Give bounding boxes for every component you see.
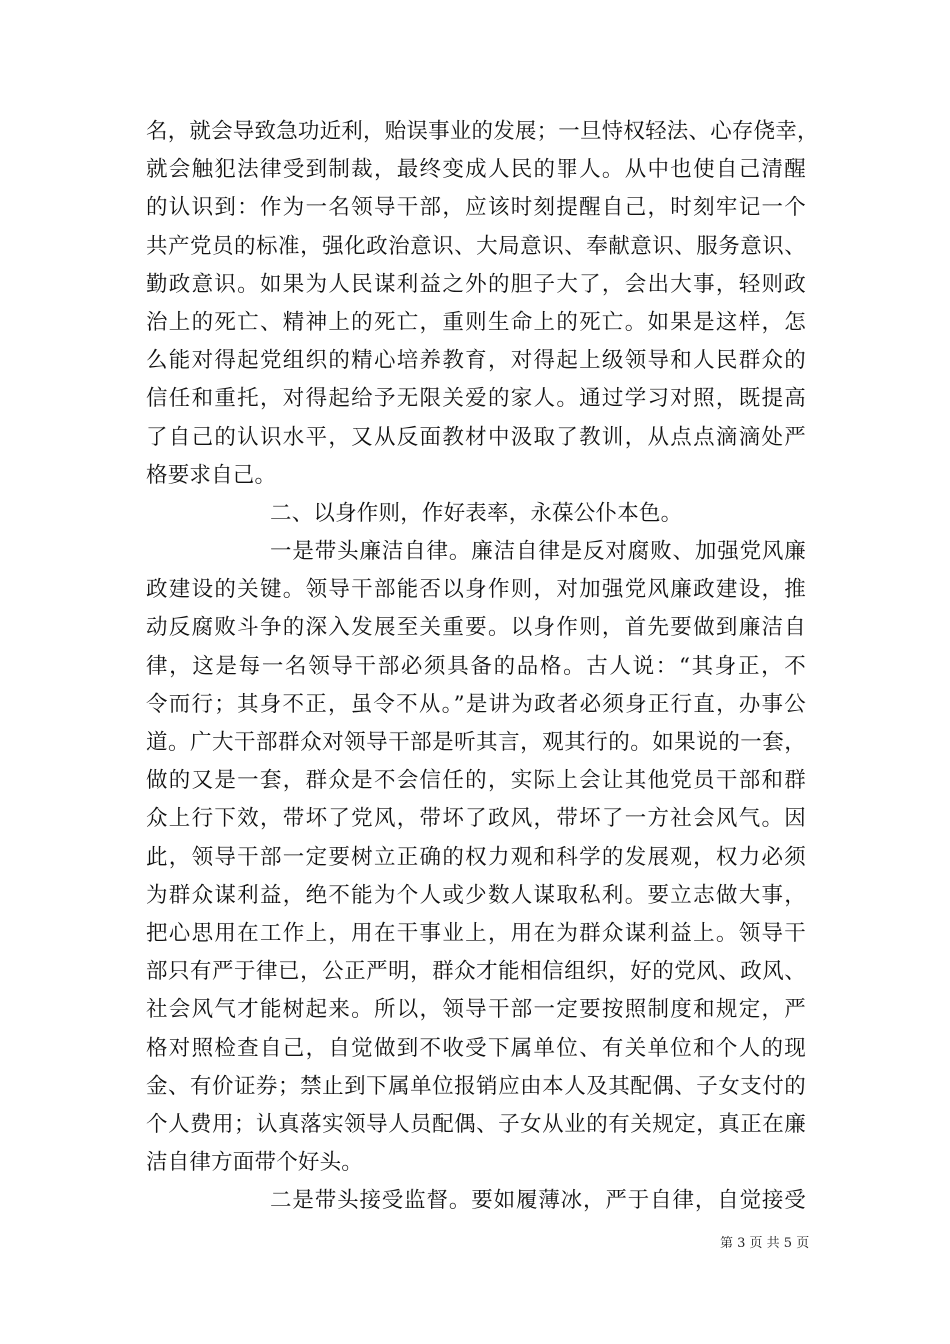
body-text [146,113,819,1220]
text-line: 律，这是每一名领导干部必须具备的品格。古人说：“其身正，不 [146,653,806,679]
page-number-footer: 第 3 页 共 5 页 [720,1236,810,1251]
text-line: 信任和重托，对得起给予无限关爱的家人。通过学习对照，既提高 [146,386,806,412]
text-line: 此，领导干部一定要树立正确的权力观和科学的发展观，权力必须 [146,844,806,870]
section-heading: 二、以身作则，作好表率，永葆公仆本色。 [270,500,683,526]
text-line: 为群众谋利益，绝不能为个人或少数人谋取私利。要立志做大事， [146,882,806,908]
text-line: 么能对得起党组织的精心培养教育，对得起上级领导和人民群众的 [146,348,806,374]
text-line: 做的又是一套，群众是不会信任的，实际上会让其他党员干部和群 [146,768,806,794]
text-line: 治上的死亡、精神上的死亡，重则生命上的死亡。如果是这样，怎 [146,309,806,335]
text-line: 就会触犯法律受到制裁，最终变成人民的罪人。从中也使自己清醒 [146,157,806,183]
text-line: 共产党员的标准，强化政治意识、大局意识、奉献意识、服务意识、 [146,233,806,259]
text-line: 二是带头接受监督。要如履薄冰，严于自律，自觉接受 [270,1188,806,1214]
text-line: 勤政意识。如果为人民谋利益之外的胆子大了，会出大事，轻则政 [146,271,806,297]
text-line: 了自己的认识水平，又从反面教材中汲取了教训，从点点滴滴处严 [146,424,806,450]
text-line: 一是带头廉洁自律。廉洁自律是反对腐败、加强党风廉 [270,539,806,565]
text-line: 政建设的关键。领导干部能否以身作则，对加强党风廉政建设，推 [146,577,806,603]
text-line: 个人费用；认真落实领导人员配偶、子女从业的有关规定，真正在廉 [146,1111,806,1137]
text-line: 洁自律方面带个好头。 [146,1150,364,1176]
text-line: 的认识到：作为一名领导干部，应该时刻提醒自己，时刻牢记一个 [146,195,806,221]
text-line: 社会风气才能树起来。所以，领导干部一定要按照制度和规定，严 [146,997,806,1023]
text-line: 格要求自己。 [146,462,277,488]
text-line: 道。广大干部群众对领导干部是听其言，观其行的。如果说的一套， [146,730,806,755]
paragraph [146,1182,806,1220]
text-line: 把心思用在工作上，用在干事业上，用在为群众谋利益上。领导干 [146,920,806,946]
paragraph [146,533,806,1182]
text-line: 部只有严于律已，公正严明，群众才能相信组织，好的党风、政风、 [146,959,806,985]
text-line: 金、有价证券；禁止到下属单位报销应由本人及其配偶、子女支付的 [146,1073,806,1099]
text-line: 动反腐败斗争的深入发展至关重要。以身作则，首先要做到廉洁自 [146,615,806,641]
text-line: 格对照检查自己，自觉做到不收受下属单位、有关单位和个人的现 [146,1035,806,1061]
text-line: 众上行下效，带坏了党风，带坏了政风，带坏了一方社会风气。因 [146,806,806,832]
text-line: 名，就会导致急功近利，贻误事业的发展；一旦恃权轻法、心存侥幸， [146,119,819,144]
text-line: 令而行；其身不正，虽令不从。”是讲为政者必须身正行直，办事公 [146,691,806,717]
paragraph [146,113,819,495]
